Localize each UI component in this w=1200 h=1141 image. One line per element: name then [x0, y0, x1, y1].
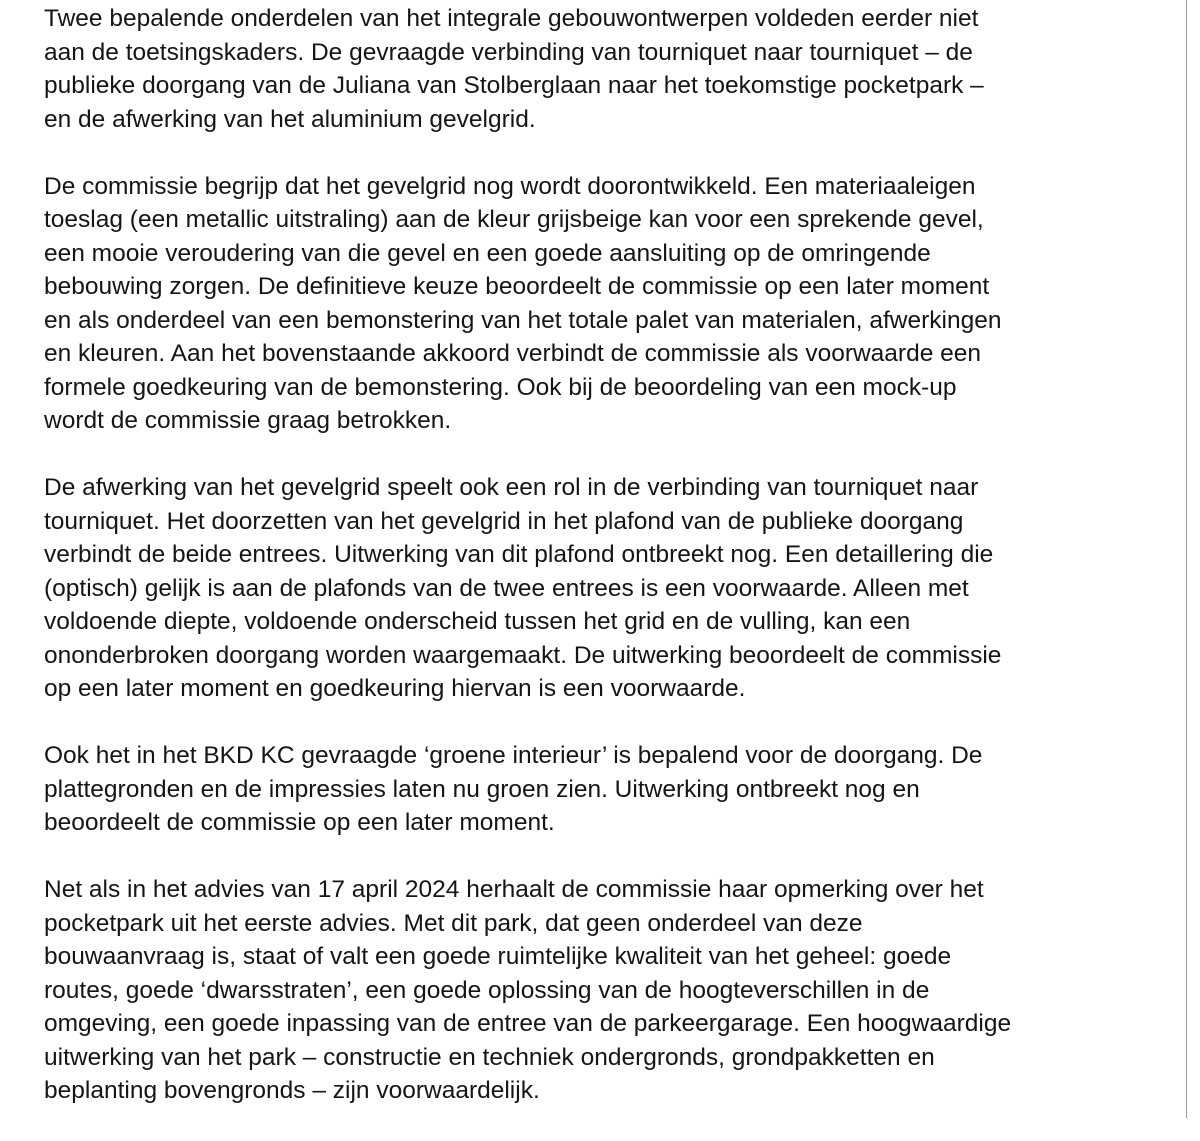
text-line: Ook het in het BKD KC gevraagde ‘groene interieur’ is bepalend voor de doorgang. De — [44, 742, 983, 769]
text-line: publieke doorgang van de Juliana van Stolberglaan naar het toekomstige pocketpark – — [44, 72, 984, 99]
text-line: uitwerking van het park – constructie en techniek ondergronds, grondpakketten en — [44, 1043, 935, 1071]
text-line: tourniquet. Het doorzetten van het gevelgrid in het plafond van de publieke doorgang — [44, 507, 964, 535]
paragraph-4 — [44, 739, 1164, 840]
text-line: wordt de commissie graag betrokken. — [44, 407, 452, 434]
text-line: pocketpark uit het eerste advies. Met dit park, dat geen onderdeel van deze — [44, 909, 863, 937]
text-line: beoordeelt de commissie op een later moment. — [44, 809, 555, 836]
text-line: ononderbroken doorgang worden waargemaakt. De uitwerking beoordeelt de commissie — [44, 641, 1002, 669]
text-line: bouwaanvraag is, staat of valt een goede ruimtelijke kwaliteit van het geheel: goede — [44, 943, 952, 970]
text-line: toeslag (een metallic uitstraling) aan de kleur grijsbeige kan voor een sprekende gevel, — [44, 206, 984, 233]
document-body — [44, 2, 1164, 1141]
text-line: De commissie begrijp dat het gevelgrid nog wordt doorontwikkeld. Een materiaaleigen — [44, 172, 976, 200]
paragraph-2 — [44, 170, 1164, 438]
text-line: voldoende diepte, voldoende onderscheid tussen het grid en de vulling, kan een — [44, 608, 911, 635]
text-line: en de afwerking van het aluminium gevelgrid. — [44, 105, 536, 133]
paragraph-3 — [44, 471, 1164, 706]
page-edge-divider — [1186, 0, 1187, 1118]
text-line: een mooie veroudering van die gevel en een goede aansluiting op de omringende — [44, 239, 931, 267]
text-line: (optisch) gelijk is aan de plafonds van de twee entrees is een voorwaarde. Alleen met — [44, 574, 969, 602]
text-line: formele goedkeuring van de bemonstering. Ook bij de beoordeling van een mock-up — [44, 373, 957, 401]
paragraph-1 — [44, 2, 1164, 136]
text-line: routes, goede ‘dwarsstraten’, een goede oplossing van de hoogteverschillen in de — [44, 976, 930, 1004]
text-line: Twee bepalende onderdelen van het integrale gebouwontwerpen voldeden eerder niet — [44, 5, 979, 32]
text-line: en als onderdeel van een bemonstering van het totale palet van materialen, afwerkingen — [44, 306, 1002, 334]
text-line: omgeving, een goede inpassing van de entree van de parkeergarage. Een hoogwaardige — [44, 1010, 1012, 1037]
text-line: en kleuren. Aan het bovenstaande akkoord verbindt de commissie als voorwaarde een — [44, 340, 982, 367]
text-line: verbindt de beide entrees. Uitwerking van dit plafond ontbreekt nog. Een detaillering die — [44, 541, 994, 568]
paragraph-5 — [44, 873, 1164, 1108]
text-line: op een later moment en goedkeuring hiervan is een voorwaarde. — [44, 675, 746, 702]
text-line: Net als in het advies van 17 april 2024 herhaalt de commissie haar opmerking over het — [44, 876, 984, 903]
text-line: plattegronden en de impressies laten nu groen zien. Uitwerking ontbreekt nog en — [44, 775, 920, 803]
text-line: De afwerking van het gevelgrid speelt ook een rol in de verbinding van tourniquet naar — [44, 474, 979, 501]
text-line: aan de toetsingskaders. De gevraagde verbinding van tourniquet naar tourniquet – de — [44, 38, 973, 66]
text-line: beplanting bovengronds – zijn voorwaardelijk. — [44, 1077, 540, 1104]
text-line: bebouwing zorgen. De definitieve keuze beoordeelt de commissie op een later moment — [44, 273, 990, 300]
